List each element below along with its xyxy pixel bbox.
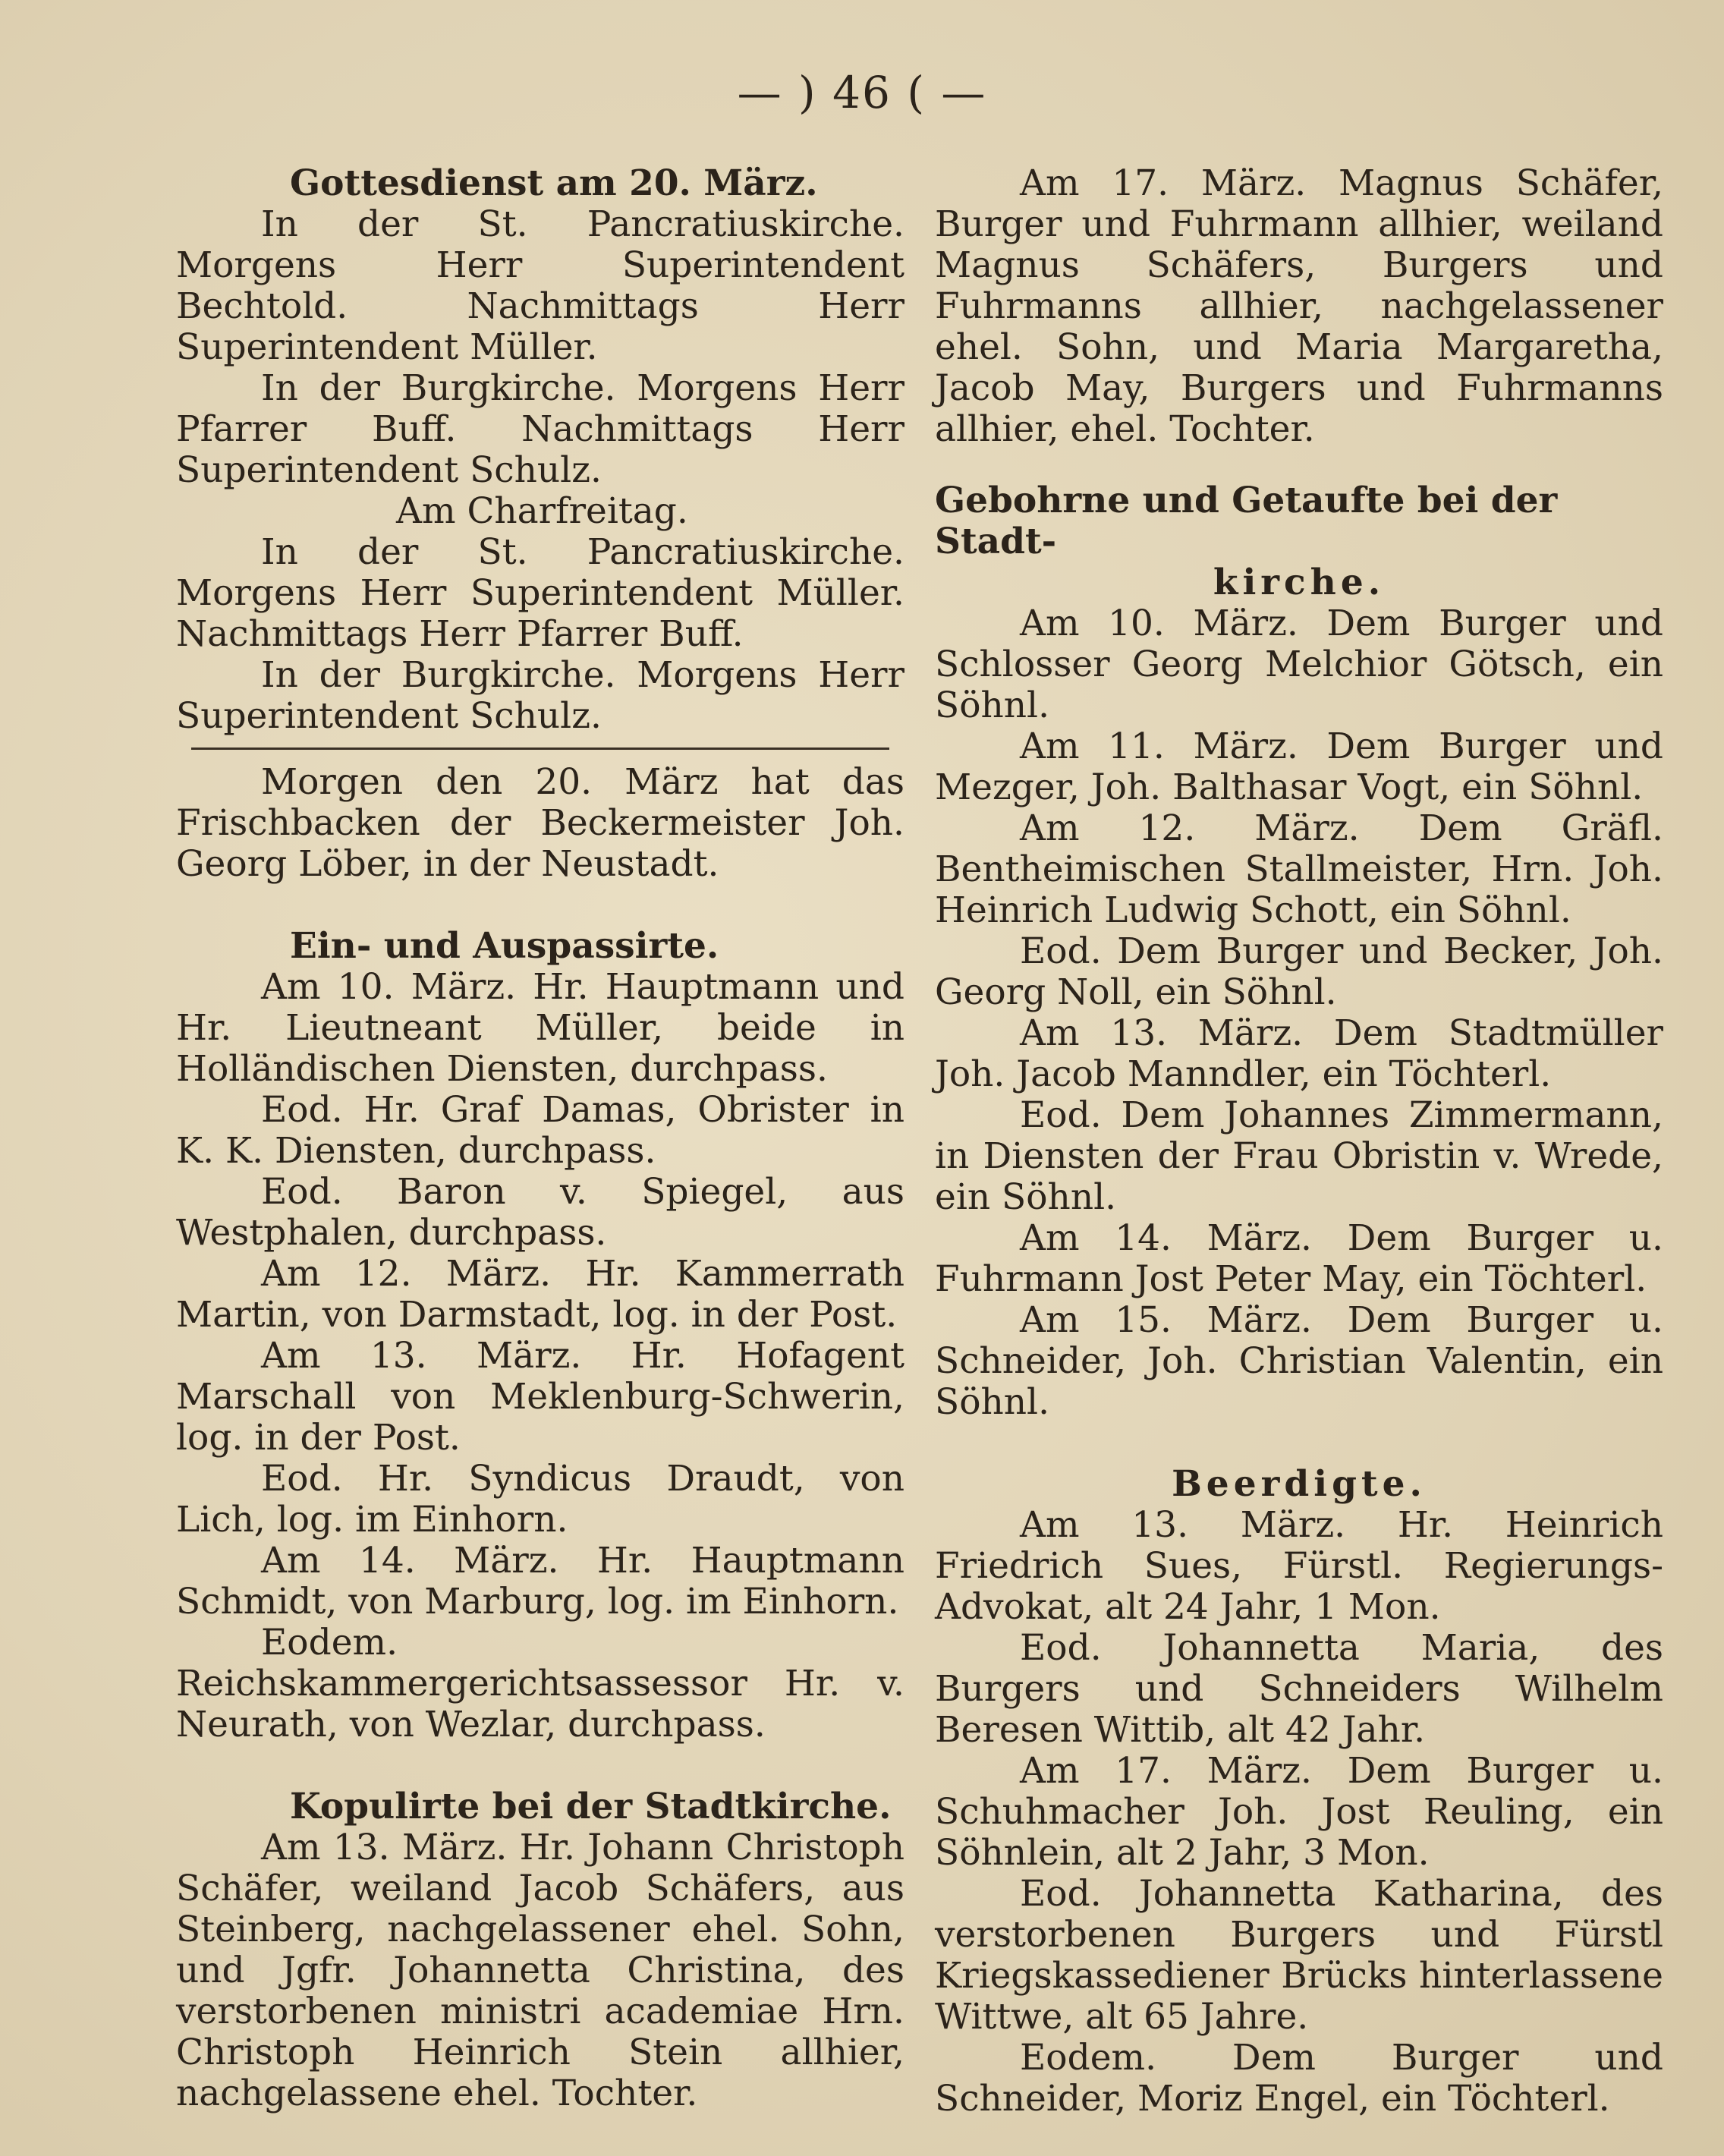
- beerdigte-entry: Am 13. März. Hr. Heinrich Friedrich Sues, Fürstl. Regierungs-Advokat, alt 24 Jahr, 1 Mon.: [935, 1504, 1663, 1628]
- passirte-heading: Ein- und Auspassirte.: [290, 925, 719, 967]
- page-number: — ) 46 ( —: [737, 67, 987, 118]
- beerdigte-entry: Am 17. März. Dem Burger u. Schuhmacher Joh. Jost Reuling, ein Söhnlein, alt 2 Jahr, 3 Mon.: [935, 1750, 1663, 1874]
- passirte-entry: Eodem. Reichskammergerichtsassessor Hr. v. Neurath, von Wezlar, durchpass.: [176, 1622, 904, 1745]
- charfreitag-heading: Am Charfreitag.: [396, 490, 688, 532]
- left-column: [176, 163, 904, 2114]
- section-divider: [191, 748, 889, 750]
- gottesdienst-entry: In der St. Pancratiuskirche. Morgens Herr Superintendent Bechtold. Nachmittags Herr Superintendent Müller.: [176, 203, 904, 368]
- passirte-entry: Eod. Baron v. Spiegel, aus Westphalen, durchpass.: [176, 1171, 904, 1254]
- getaufte-entry: Eod. Dem Johannes Zimmermann, in Diensten der Frau Obristin v. Wrede, ein Söhnl.: [935, 1094, 1663, 1218]
- kopulirte-heading: Kopulirte bei der Stadtkirche.: [290, 1786, 892, 1827]
- getaufte-entry: Am 15. März. Dem Burger u. Schneider, Joh. Christian Valentin, ein Söhnl.: [935, 1299, 1663, 1423]
- beerdigte-entry: Eod. Johannetta Maria, des Burgers und Schneiders Wilhelm Beresen Wittib, alt 42 Jahr.: [935, 1627, 1663, 1751]
- spacer: [176, 885, 904, 926]
- spacer: [935, 1423, 1663, 1464]
- spacer: [176, 1745, 904, 1786]
- gottesdienst-heading: Gottesdienst am 20. März.: [290, 162, 818, 204]
- beerdigte-entry: Eodem. Dem Burger und Schneider, Moriz Engel, ein Töchterl.: [935, 2037, 1663, 2120]
- beerdigte-heading: Beerdigte.: [1172, 1463, 1427, 1505]
- passirte-entry: Am 12. März. Hr. Kammerrath Martin, von Darmstadt, log. in der Post.: [176, 1253, 904, 1336]
- beerdigte-entry: Eod. Johannetta Katharina, des verstorbenen Burgers und Fürstl Kriegskassediener Brücks hinterlassene Wittwe, alt 65 Jahre.: [935, 1873, 1663, 2038]
- passirte-entry: Eod. Hr. Graf Damas, Obrister in K. K. Diensten, durchpass.: [176, 1089, 904, 1172]
- passirte-entry: Am 10. März. Hr. Hauptmann und Hr. Lieutneant Müller, beide in Holländischen Diensten, durchpass.: [176, 966, 904, 1090]
- getaufte-entry: Eod. Dem Burger und Becker, Joh. Georg Noll, ein Söhnl.: [935, 930, 1663, 1013]
- kopulirte-entry: Am 13. März. Hr. Johann Christoph Schäfer, weiland Jacob Schäfers, aus Steinberg, nachgelassener ehel. Sohn, und Jgfr. Johannetta Christina, des verstorbenen ministri academiae Hrn. Christoph Heinrich Stein allhier, nachgelassene ehel. Tochter.: [176, 1827, 904, 2114]
- passirte-entry: Am 13. März. Hr. Hofagent Marschall von Meklenburg-Schwerin, log. in der Post.: [176, 1335, 904, 1459]
- getaufte-entry: Am 13. März. Dem Stadtmüller Joh. Jacob Manndler, ein Töchterl.: [935, 1012, 1663, 1095]
- getaufte-heading: Gebohrne und Getaufte bei der Stadt-: [935, 480, 1558, 562]
- spacer: [935, 450, 1663, 480]
- getaufte-entry: Am 11. März. Dem Burger und Mezger, Joh. Balthasar Vogt, ein Söhnl.: [935, 725, 1663, 808]
- gottesdienst-entry: In der Burgkirche. Morgens Herr Pfarrer Buff. Nachmittags Herr Superintendent Schulz.: [176, 367, 904, 491]
- gottesdienst-entry: In der Burgkirche. Morgens Herr Superintendent Schulz.: [176, 654, 904, 737]
- getaufte-heading-cont: kirche.: [1213, 562, 1386, 603]
- passirte-entry: Eod. Hr. Syndicus Draudt, von Lich, log. im Einhorn.: [176, 1458, 904, 1541]
- getaufte-entry: Am 10. März. Dem Burger und Schlosser Georg Melchior Götsch, ein Söhnl.: [935, 603, 1663, 726]
- right-column: [935, 163, 1663, 2120]
- kopulirte-entry: Am 17. März. Magnus Schäfer, Burger und Fuhrmann allhier, weiland Magnus Schäfers, Burgers und Fuhrmanns allhier, nachgelassener ehel. Sohn, und Maria Margaretha, Jacob May, Burgers und Fuhrmanns allhier, ehel. Tochter.: [935, 162, 1663, 450]
- getaufte-entry: Am 12. März. Dem Gräfl. Bentheimischen Stallmeister, Hrn. Joh. Heinrich Ludwig Schott, ein Söhnl.: [935, 807, 1663, 931]
- getaufte-entry: Am 14. März. Dem Burger u. Fuhrmann Jost Peter May, ein Töchterl.: [935, 1217, 1663, 1300]
- frischbacken-notice: Morgen den 20. März hat das Frischbacken der Beckermeister Joh. Georg Löber, in der Neustadt.: [176, 761, 904, 885]
- gottesdienst-entry: In der St. Pancratiuskirche. Morgens Herr Superintendent Müller. Nachmittags Herr Pfarrer Buff.: [176, 531, 904, 655]
- passirte-entry: Am 14. März. Hr. Hauptmann Schmidt, von Marburg, log. im Einhorn.: [176, 1540, 904, 1623]
